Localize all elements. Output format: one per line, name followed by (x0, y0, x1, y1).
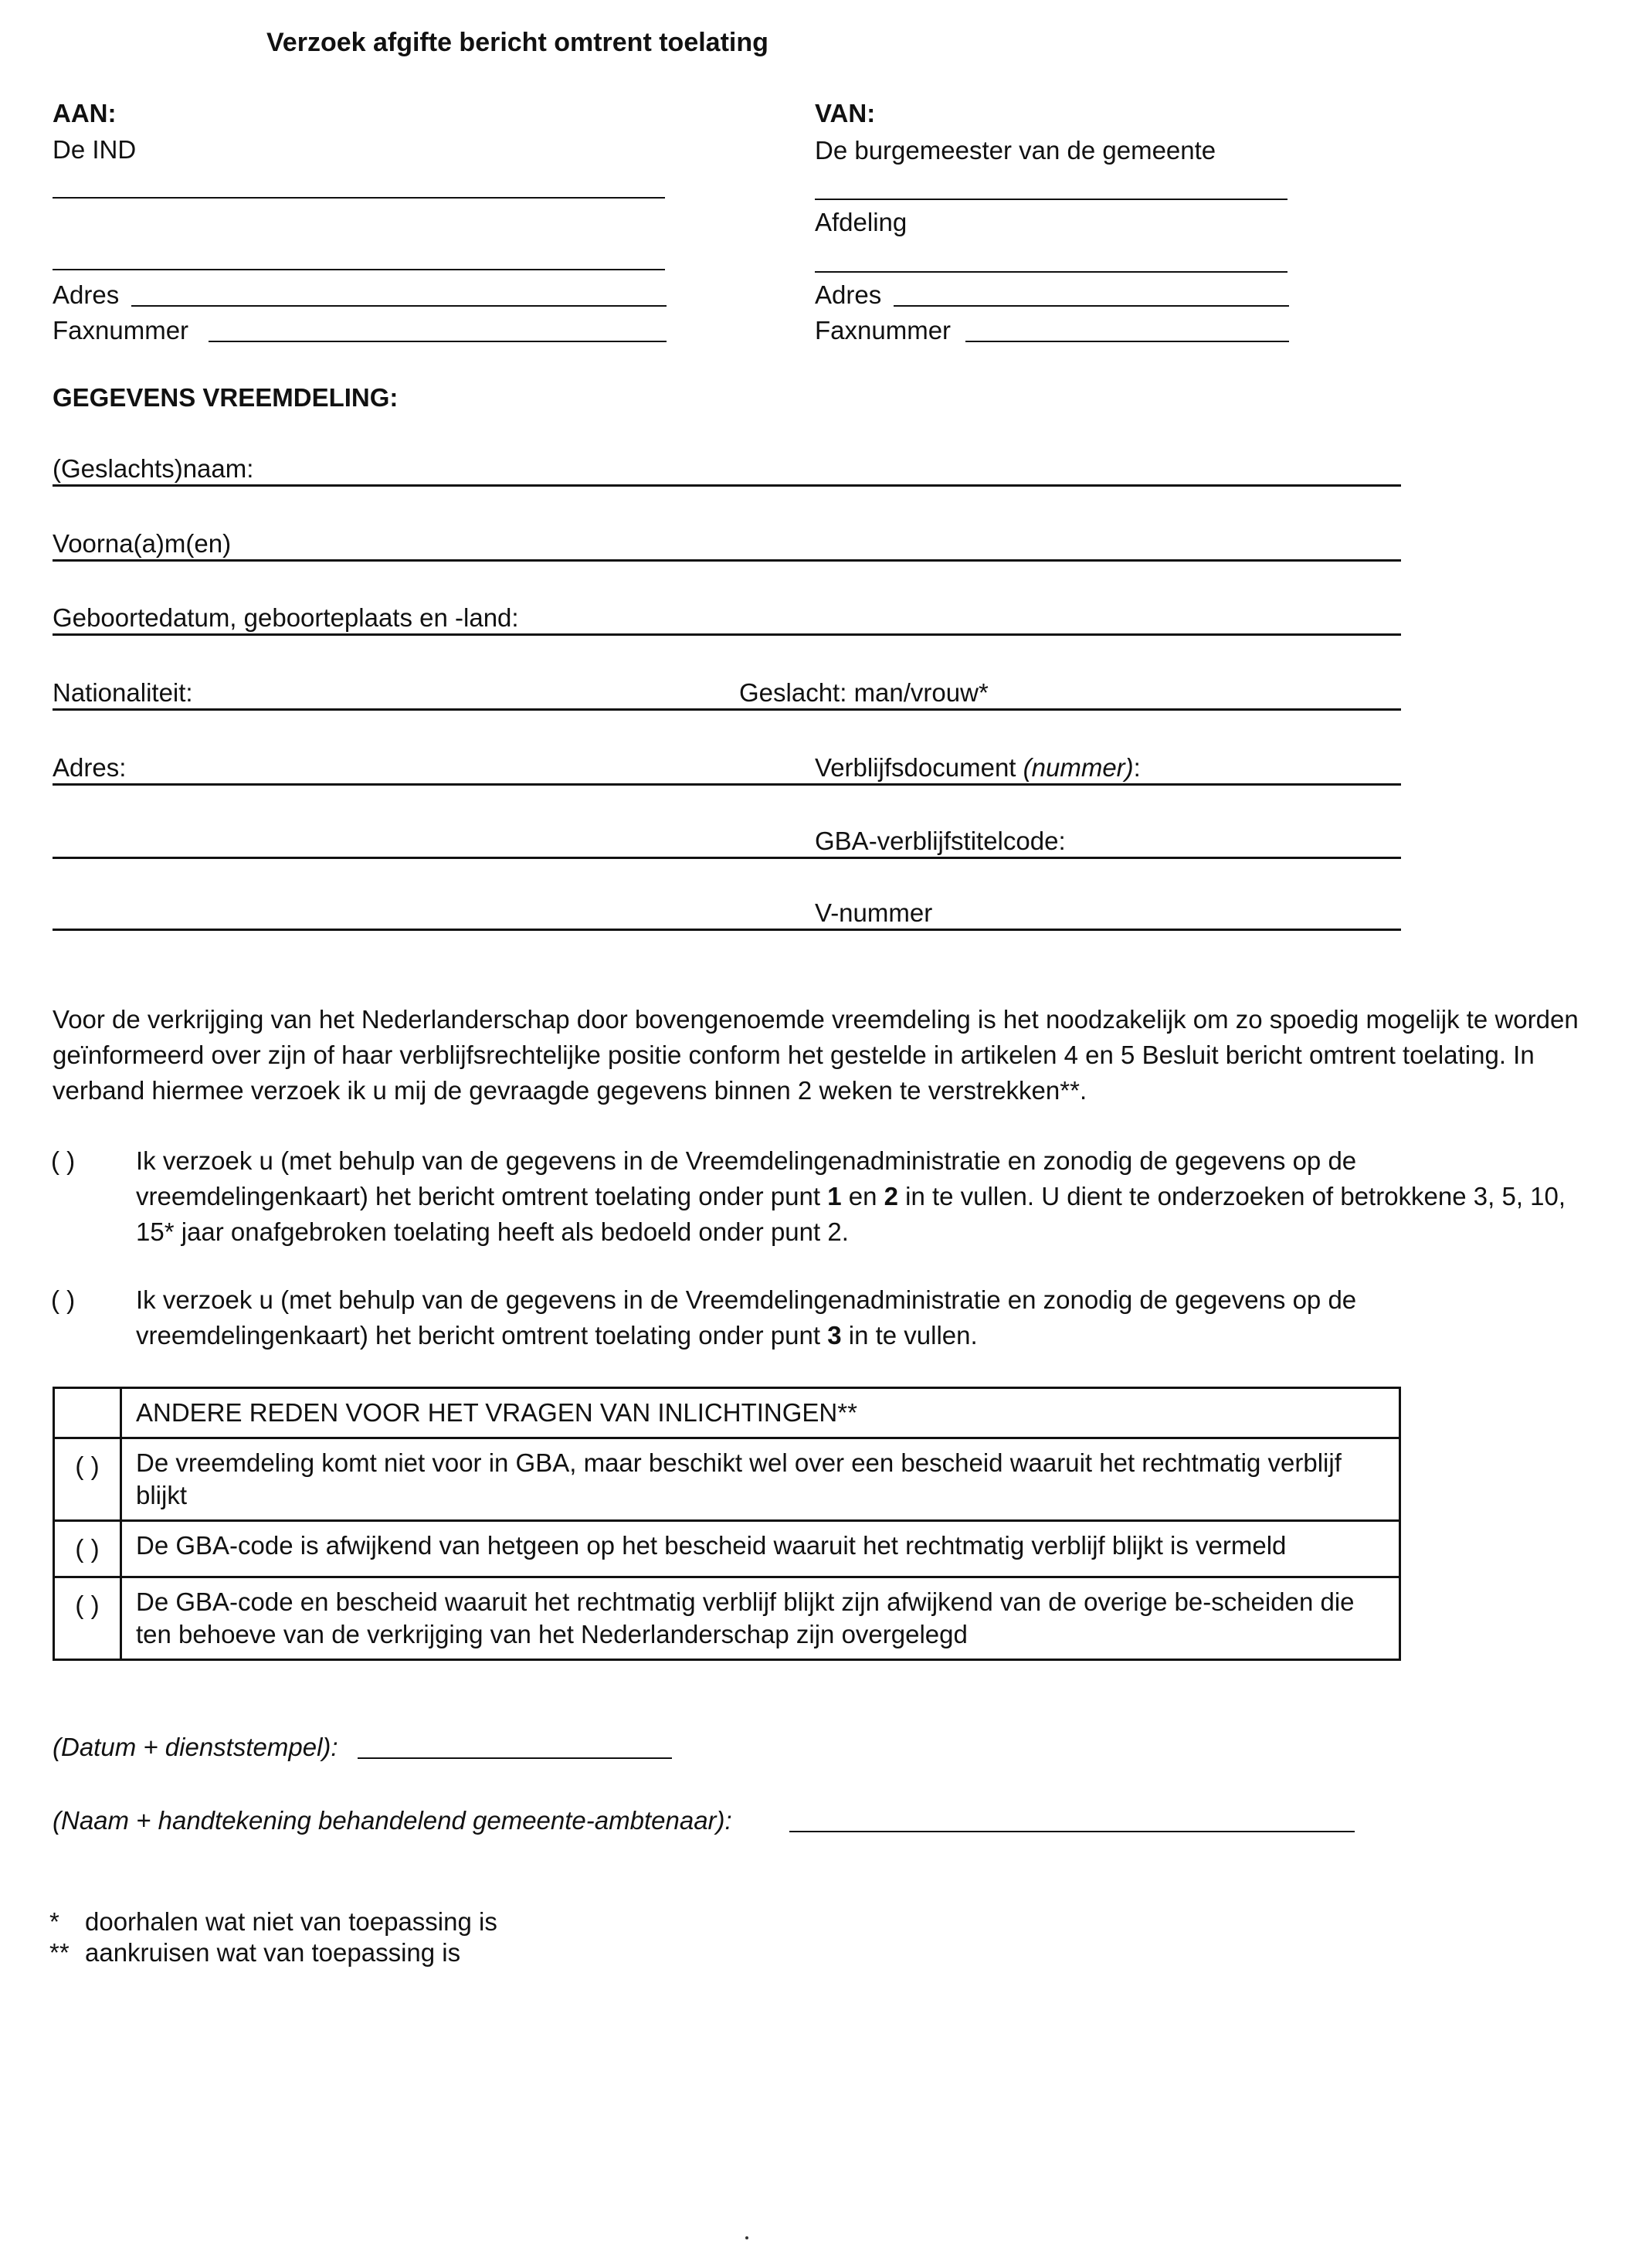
page-title: Verzoek afgifte bericht omtrent toelating (266, 28, 768, 57)
option-1-bold-1: 1 (827, 1182, 842, 1210)
to-fax-label: Faxnummer (53, 316, 189, 345)
option-2-text-b: in te vullen. (841, 1321, 978, 1350)
firstnames-label: Voorna(a)m(en) (53, 529, 232, 558)
to-blank-line-2[interactable] (53, 269, 665, 270)
option-1-bold-2: 2 (884, 1182, 898, 1210)
residence-doc-label (815, 753, 1141, 783)
footnote-2-mark: ** (49, 1938, 70, 1967)
scan-speck (745, 2236, 748, 2239)
date-stamp-field[interactable] (358, 1757, 672, 1759)
to-address-label: Adres (53, 280, 120, 309)
surname-label: (Geslachts)naam: (53, 454, 254, 483)
gender-label: Geslacht: man/vrouw* (739, 678, 989, 707)
table-row (54, 1577, 1400, 1660)
footnote-1-text: doorhalen wat niet van toepassing is (85, 1907, 497, 1936)
footnote-2-text: aankruisen wat van toepassing is (85, 1938, 461, 1967)
foreigner-heading: GEGEVENS VREEMDELING: (53, 383, 399, 412)
address-label: Adres: (53, 753, 127, 782)
firstnames-field[interactable] (53, 559, 1401, 562)
reasons-header-blank-cell (54, 1388, 121, 1438)
address-vnumber-field[interactable] (53, 929, 1401, 931)
table-row (54, 1438, 1400, 1521)
from-department-label: Afdeling (815, 208, 908, 236)
option-1-text-c: in te vullen. U dient te onderzoeken of betrokkene 3, 5, 10, 15* jaar onafgebroken toelating heeft als bedoeld onder punt 2. (136, 1182, 1566, 1246)
from-name: De burgemeester van de gemeente (815, 136, 1216, 165)
address-gba-field[interactable] (53, 857, 1401, 859)
intro-paragraph: Voor de verkrijging van het Nederlanderschap door bovengenoemde vreemdeling is het noodzakelijk om zo spoedig mogelijk te worden geïnformeerd over zijn of haar verblijfsrechtelijke positie conform het gestelde in artikelen 4 en 5 Besluit bericht omtrent toelating. In verband hiermee verzoek ik u mij de gevraagde gegevens binnen 2 weken te verstrekken**. (53, 1005, 1579, 1105)
reason-3-checkbox[interactable]: ( ) (54, 1577, 121, 1660)
footnote-1-mark: * (49, 1907, 59, 1936)
reason-3-text: De GBA-code en bescheid waaruit het rechtmatig verblijf blijkt zijn afwijkend van de overige be-scheiden die ten behoeve van de verkrijging van het Nederlanderschap zijn overgelegd (121, 1577, 1400, 1660)
from-fax-field[interactable] (965, 341, 1289, 342)
option-1-checkbox[interactable]: ( ) (51, 1146, 76, 1175)
nationality-label: Nationaliteit: (53, 678, 193, 707)
from-municipality-field[interactable] (815, 199, 1287, 200)
from-department-field[interactable] (815, 271, 1287, 273)
signature-field[interactable] (789, 1831, 1355, 1832)
birth-label: Geboortedatum, geboorteplaats en -land: (53, 603, 519, 632)
option-1-text-b: en (841, 1182, 884, 1210)
reasons-table-header: ANDERE REDEN VOOR HET VRAGEN VAN INLICHTINGEN** (121, 1388, 1400, 1438)
gba-label: GBA-verblijfstitelcode: (815, 827, 1066, 855)
reason-1-checkbox[interactable]: ( ) (54, 1438, 121, 1521)
reasons-table-header-row (54, 1388, 1400, 1438)
to-address-field[interactable] (131, 305, 667, 307)
option-1-text (136, 1143, 1580, 1250)
surname-field[interactable] (53, 484, 1401, 487)
option-2-text (136, 1282, 1549, 1353)
to-name: De IND (53, 135, 137, 164)
birth-field[interactable] (53, 633, 1401, 636)
from-address-field[interactable] (894, 305, 1289, 307)
address-residence-doc-field[interactable] (53, 783, 1401, 786)
from-fax-label: Faxnummer (815, 316, 952, 345)
reason-1-text: De vreemdeling komt niet voor in GBA, maar beschikt wel over een bescheid waaruit het rechtmatig verblijf blijkt (121, 1438, 1400, 1521)
to-heading: AAN: (53, 99, 117, 127)
from-heading: VAN: (815, 99, 876, 127)
reason-2-checkbox[interactable]: ( ) (54, 1521, 121, 1577)
option-2-checkbox[interactable]: ( ) (51, 1285, 76, 1314)
vnumber-label: V-nummer (815, 898, 933, 927)
from-address-label: Adres (815, 280, 882, 309)
signature-label: (Naam + handtekening behandelend gemeente-ambtenaar): (53, 1806, 732, 1835)
residence-doc-label-text: Verblijfsdocument (815, 753, 1023, 782)
residence-doc-label-colon: : (1133, 753, 1141, 782)
to-blank-line-1[interactable] (53, 197, 665, 199)
option-2-bold-1: 3 (827, 1321, 842, 1350)
reason-2-text: De GBA-code is afwijkend van hetgeen op het bescheid waaruit het rechtmatig verblijf blijkt is vermeld (121, 1521, 1400, 1577)
option-1-text-a: Ik verzoek u (met behulp van de gegevens in de Vreemdelingenadministratie en zonodig de gegevens op de vreemdelingenkaart) het bericht omtrent toelating onder punt (136, 1146, 1357, 1210)
option-2-text-a: Ik verzoek u (met behulp van de gegevens in de Vreemdelingenadministratie en zonodig de gegevens op de vreemdelingenkaart) het bericht omtrent toelating onder punt (136, 1285, 1357, 1350)
residence-doc-label-italic: (nummer) (1023, 753, 1134, 782)
nationality-gender-field[interactable] (53, 708, 1401, 711)
reasons-table (53, 1387, 1401, 1661)
table-row (54, 1521, 1400, 1577)
date-stamp-label: (Datum + dienststempel): (53, 1733, 338, 1761)
to-fax-field[interactable] (209, 341, 667, 342)
